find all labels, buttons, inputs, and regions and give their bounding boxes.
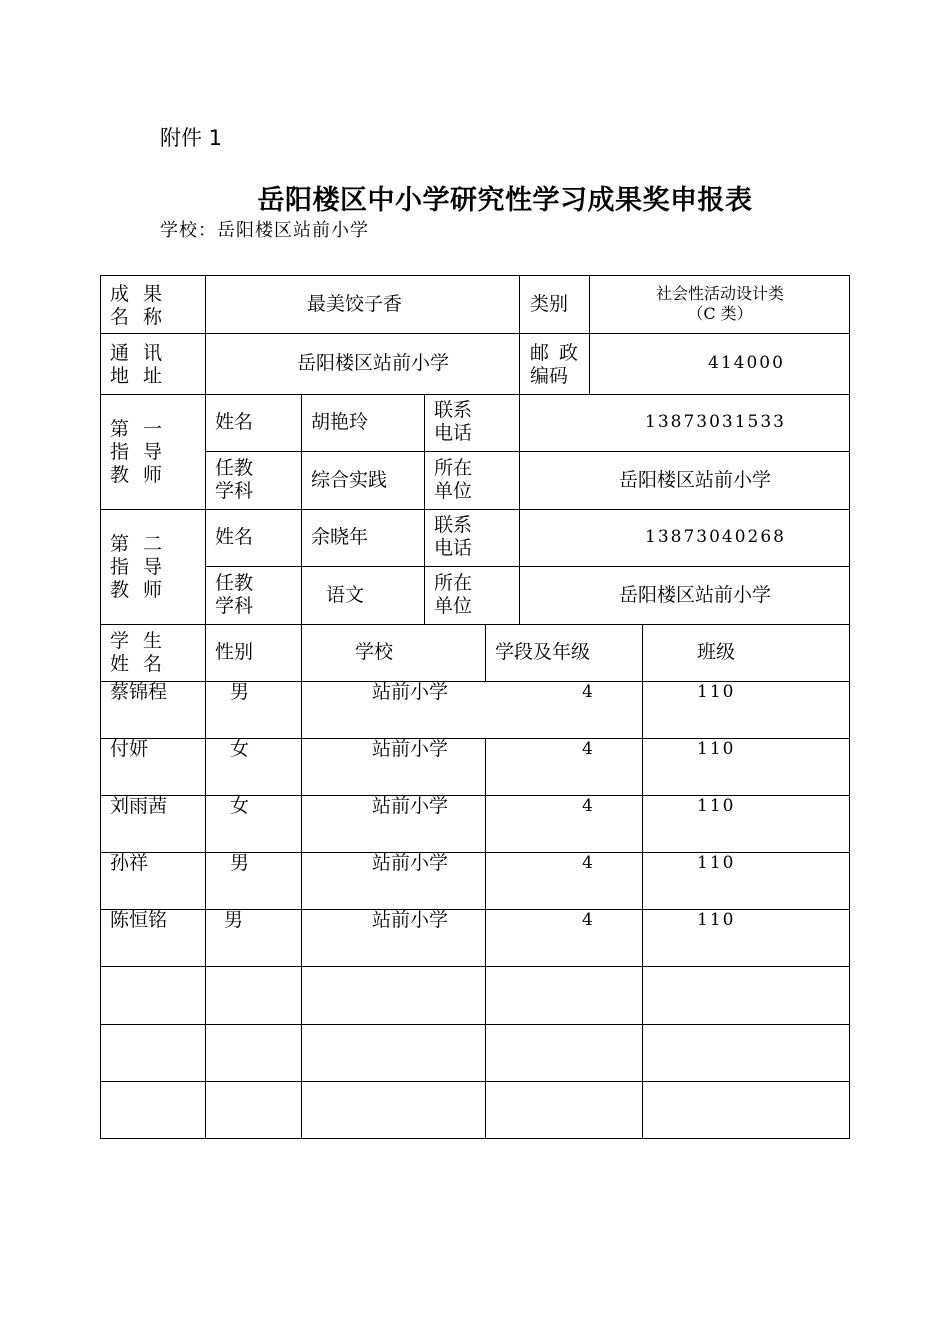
student-school: 站前小学 — [372, 795, 449, 817]
student-gender: 女 — [230, 795, 250, 817]
category-value-line2: （C 类） — [687, 304, 753, 323]
advisor1-unit-label-line2: 单位 — [434, 480, 473, 502]
students-header-gender: 性别 — [215, 641, 254, 663]
student-gender: 男 — [230, 852, 250, 874]
advisor2-subject-value: 语文 — [326, 584, 365, 606]
advisor2-subject-label-line1: 任教 — [215, 572, 254, 594]
advisor2-unit-label-line2: 单位 — [434, 595, 473, 617]
advisor1-name-value: 胡艳玲 — [311, 411, 369, 433]
student-class: 110 — [697, 910, 736, 930]
address-value: 岳阳楼区站前小学 — [297, 352, 450, 374]
achievement-name-value: 最美饺子香 — [307, 293, 403, 315]
advisor1-section-label: 第一指导教师 — [110, 418, 177, 486]
student-school: 站前小学 — [372, 681, 449, 703]
student-school: 站前小学 — [372, 909, 449, 931]
advisor1-subject-value: 综合实践 — [311, 469, 388, 491]
advisor2-name-value: 余晓年 — [311, 526, 369, 548]
student-name: 付妍 — [110, 738, 149, 760]
postcode-label-line1: 邮 政 — [530, 342, 581, 364]
student-grade: 4 — [582, 796, 595, 816]
postcode-label-line2: 编码 — [530, 365, 569, 387]
student-gender: 女 — [230, 738, 250, 760]
students-header-name: 学生姓名 — [110, 630, 177, 675]
advisor2-phone-value: 13873040268 — [645, 527, 786, 547]
advisor1-phone-value: 13873031533 — [645, 412, 786, 432]
advisor1-phone-label-line1: 联系 — [434, 399, 473, 421]
student-school: 站前小学 — [372, 852, 449, 874]
students-header-grade: 学段及年级 — [495, 641, 591, 663]
category-value-line1: 社会性活动设计类 — [655, 284, 784, 303]
student-name: 陈恒铭 — [110, 909, 168, 931]
advisor1-unit-label-line1: 所在 — [434, 457, 473, 479]
student-class: 110 — [697, 682, 736, 702]
school-line: 学校：岳阳楼区站前小学 — [160, 220, 369, 241]
student-school: 站前小学 — [372, 738, 449, 760]
students-header-school: 学校 — [355, 641, 394, 663]
advisor2-unit-value: 岳阳楼区站前小学 — [619, 584, 772, 606]
advisor1-subject-label-line2: 学科 — [215, 480, 254, 502]
attachment-label: 附件 1 — [160, 126, 223, 150]
advisor2-phone-label-line2: 电话 — [434, 537, 473, 559]
advisor2-section-label: 第二指导教师 — [110, 533, 177, 601]
student-grade: 4 — [582, 910, 595, 930]
form-title: 岳阳楼区中小学研究性学习成果奖申报表 — [257, 185, 753, 216]
category-label: 类别 — [530, 293, 569, 315]
student-class: 110 — [697, 853, 736, 873]
student-grade: 4 — [582, 682, 595, 702]
student-name: 蔡锦程 — [110, 681, 168, 703]
advisor1-unit-value: 岳阳楼区站前小学 — [619, 469, 772, 491]
student-grade: 4 — [582, 853, 595, 873]
student-grade: 4 — [582, 739, 595, 759]
student-class: 110 — [697, 739, 736, 759]
advisor1-phone-label-line2: 电话 — [434, 422, 473, 444]
student-gender: 男 — [230, 681, 250, 703]
advisor1-name-label: 姓名 — [215, 411, 254, 433]
student-gender: 男 — [224, 909, 244, 931]
achievement-name-label: 成果名称 — [110, 283, 177, 328]
student-class: 110 — [697, 796, 736, 816]
student-name: 刘雨茜 — [110, 795, 168, 817]
address-label: 通讯地址 — [110, 342, 177, 387]
advisor1-subject-label-line1: 任教 — [215, 457, 254, 479]
student-name: 孙祥 — [110, 852, 149, 874]
postcode-value: 414000 — [708, 353, 785, 373]
advisor2-unit-label-line1: 所在 — [434, 572, 473, 594]
students-header-class: 班级 — [697, 641, 736, 663]
advisor2-subject-label-line2: 学科 — [215, 595, 254, 617]
advisor2-phone-label-line1: 联系 — [434, 514, 473, 536]
advisor2-name-label: 姓名 — [215, 526, 254, 548]
